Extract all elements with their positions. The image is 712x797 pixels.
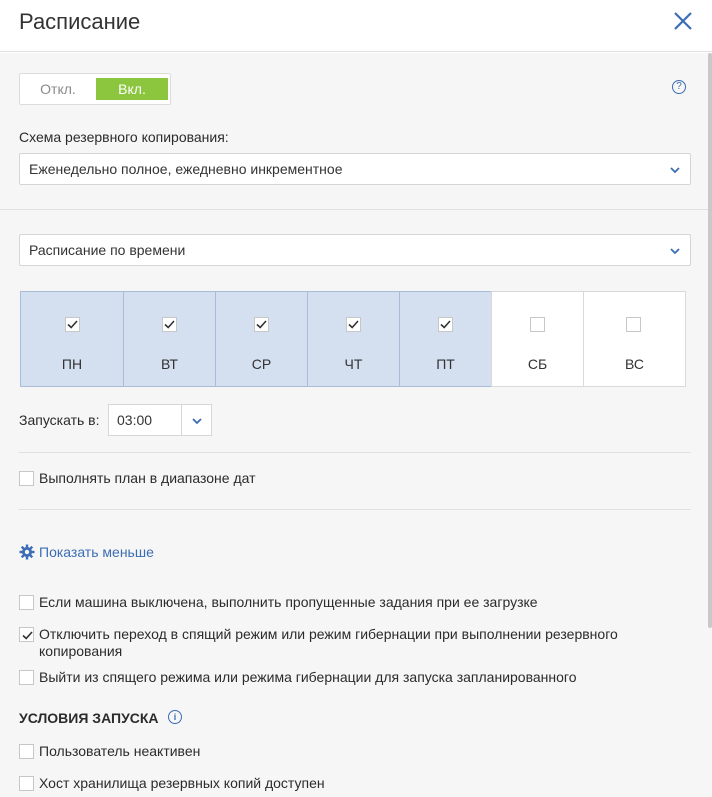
- storage-host-available-checkbox[interactable]: [19, 776, 34, 791]
- day-checkbox[interactable]: [530, 317, 545, 332]
- day-saturday[interactable]: [491, 291, 584, 387]
- day-monday[interactable]: [20, 291, 124, 387]
- backup-scheme-label: Схема резервного копирования:: [19, 129, 229, 145]
- divider: [19, 452, 691, 453]
- weekday-selector: [20, 291, 686, 387]
- schedule-toggle[interactable]: [19, 73, 171, 105]
- check-icon: [163, 318, 176, 331]
- day-friday[interactable]: [399, 291, 492, 387]
- gear-icon: [19, 544, 35, 560]
- info-icon[interactable]: i: [168, 710, 182, 724]
- day-checkbox[interactable]: [254, 317, 269, 332]
- check-icon: [255, 318, 268, 331]
- chevron-down-icon: [670, 246, 680, 256]
- toggle-on-option[interactable]: Вкл.: [96, 78, 168, 100]
- scrollbar[interactable]: [708, 53, 712, 628]
- day-tuesday[interactable]: [123, 291, 216, 387]
- day-checkbox[interactable]: [162, 317, 177, 332]
- dialog-body: [0, 53, 712, 797]
- close-icon[interactable]: [672, 10, 694, 32]
- day-label: ПН: [61, 356, 83, 372]
- day-label: ПТ: [436, 356, 455, 372]
- user-idle-label: Пользователь неактивен: [39, 743, 201, 759]
- divider: [0, 209, 712, 210]
- start-time-picker[interactable]: [108, 404, 212, 436]
- divider: [19, 509, 691, 510]
- chevron-down-icon[interactable]: [192, 416, 202, 426]
- run-missed-tasks-checkbox[interactable]: [19, 595, 34, 610]
- date-range-label: Выполнять план в диапазоне дат: [39, 470, 256, 486]
- wake-from-sleep-label: Выйти из спящего режима или режима гибернации для запуска запланированного: [39, 669, 577, 685]
- start-conditions-heading: УСЛОВИЯ ЗАПУСКА: [19, 710, 159, 726]
- backup-scheme-value: Еженедельно полное, ежедневно инкрементное: [29, 161, 343, 177]
- day-sunday[interactable]: [583, 291, 686, 387]
- divider: [181, 405, 182, 435]
- prevent-sleep-checkbox[interactable]: [19, 627, 34, 642]
- day-label: ЧТ: [344, 356, 363, 372]
- start-time-value: 03:00: [117, 412, 153, 428]
- wake-from-sleep-checkbox[interactable]: [19, 670, 34, 685]
- run-missed-tasks-label: Если машина выключена, выполнить пропущенные задания при ее загрузке: [39, 594, 538, 610]
- day-thursday[interactable]: [307, 291, 400, 387]
- day-label: СБ: [527, 356, 548, 372]
- schedule-type-value: Расписание по времени: [29, 242, 186, 258]
- show-less-label[interactable]: Показать меньше: [39, 544, 154, 560]
- dialog-title: Расписание: [19, 9, 141, 34]
- check-icon: [21, 629, 34, 642]
- user-idle-checkbox[interactable]: [19, 744, 34, 759]
- schedule-type-select[interactable]: [19, 234, 691, 266]
- toggle-off-option[interactable]: Откл.: [40, 81, 76, 97]
- day-label: СР: [251, 356, 272, 372]
- check-icon: [347, 318, 360, 331]
- prevent-sleep-label: Отключить переход в спящий режим или режим гибернации при выполнении резервного копирования: [39, 626, 618, 659]
- storage-host-available-label: Хост хранилища резервных копий доступен: [39, 775, 325, 791]
- day-checkbox[interactable]: [438, 317, 453, 332]
- day-wednesday[interactable]: [215, 291, 308, 387]
- backup-scheme-select[interactable]: [19, 153, 691, 185]
- start-time-label: Запускать в:: [19, 412, 100, 428]
- day-checkbox[interactable]: [626, 317, 641, 332]
- check-icon: [439, 318, 452, 331]
- help-icon[interactable]: ?: [672, 80, 686, 94]
- chevron-down-icon: [670, 165, 680, 175]
- date-range-checkbox[interactable]: [19, 471, 34, 486]
- day-checkbox[interactable]: [65, 317, 80, 332]
- dialog-header: [0, 0, 712, 52]
- day-label: ВС: [625, 356, 644, 372]
- day-checkbox[interactable]: [346, 317, 361, 332]
- check-icon: [66, 318, 79, 331]
- day-label: ВТ: [161, 356, 178, 372]
